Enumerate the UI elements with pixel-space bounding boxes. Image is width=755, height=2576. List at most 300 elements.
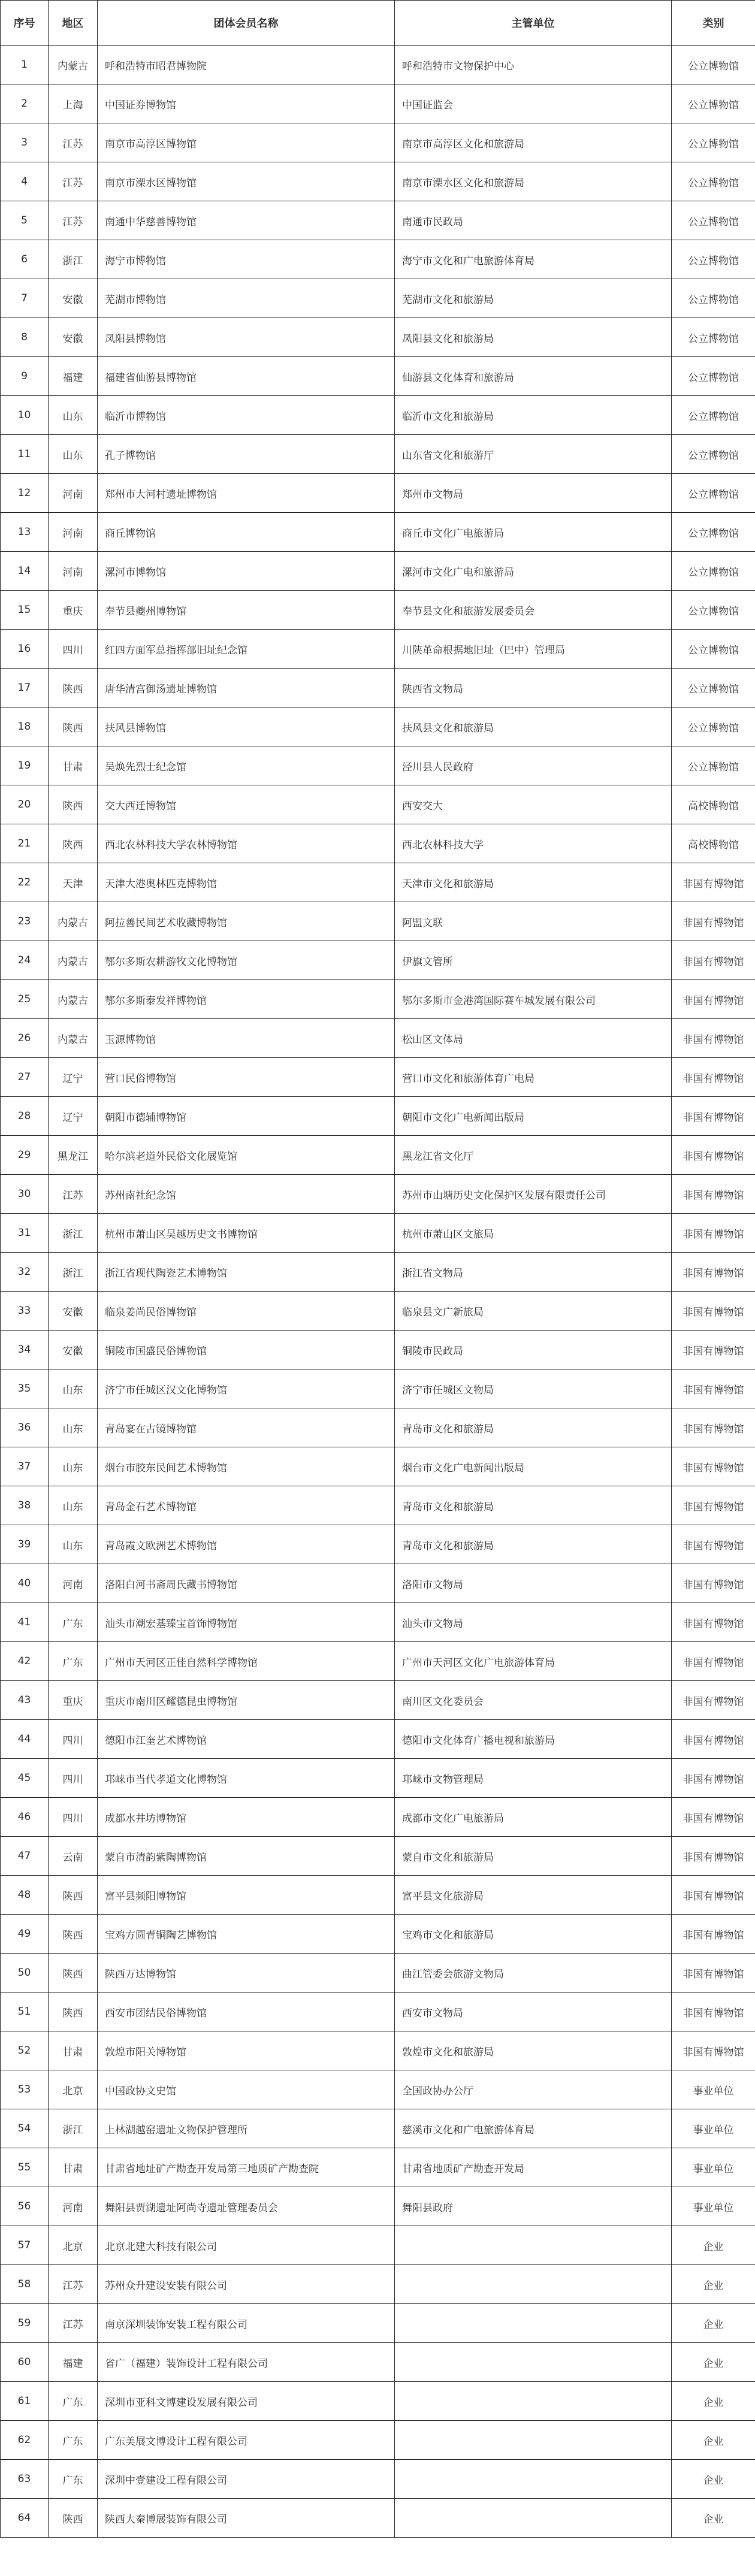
table-row [1, 162, 755, 201]
cell-category: 非国有博物馆 [672, 1486, 755, 1525]
cell-supervising-unit: 山东省文化和旅游厅 [395, 435, 672, 474]
table-row [1, 669, 755, 708]
cell-category: 非国有博物馆 [672, 1642, 755, 1681]
cell-region: 河南 [49, 513, 98, 552]
cell-number: 59 [1, 2304, 49, 2343]
cell-category: 非国有博物馆 [672, 1136, 755, 1175]
cell-number: 43 [1, 1681, 49, 1720]
cell-region: 陕西 [49, 2499, 98, 2538]
cell-category: 企业 [672, 2460, 755, 2499]
cell-category: 企业 [672, 2343, 755, 2382]
cell-number: 44 [1, 1720, 49, 1759]
table-row [1, 1331, 755, 1369]
cell-member-name: 吴焕先烈士纪念馆 [98, 746, 395, 785]
table-row [1, 2187, 755, 2226]
cell-number: 46 [1, 1798, 49, 1837]
cell-member-name: 南京市溧水区博物馆 [98, 162, 395, 201]
header-member-name: 团体会员名称 [98, 1, 395, 46]
cell-supervising-unit: 浙江省文物局 [395, 1253, 672, 1292]
cell-number: 25 [1, 980, 49, 1019]
cell-category: 非国有博物馆 [672, 1993, 755, 2031]
cell-member-name: 蒙自市清韵紫陶博物馆 [98, 1837, 395, 1876]
table-row [1, 2421, 755, 2460]
cell-member-name: 呼和浩特市昭君博物院 [98, 46, 395, 84]
table-row [1, 2382, 755, 2421]
cell-region: 辽宁 [49, 1058, 98, 1097]
cell-category: 高校博物馆 [672, 785, 755, 824]
cell-category: 事业单位 [672, 2187, 755, 2226]
cell-member-name: 中国政协文史馆 [98, 2070, 395, 2109]
cell-category: 企业 [672, 2265, 755, 2304]
table-row [1, 1525, 755, 1564]
cell-category: 非国有博物馆 [672, 1253, 755, 1292]
cell-member-name: 西北农林科技大学农林博物馆 [98, 824, 395, 863]
table-row [1, 1642, 755, 1681]
cell-supervising-unit: 郑州市文物局 [395, 474, 672, 513]
cell-category: 企业 [672, 2499, 755, 2538]
cell-category: 非国有博物馆 [672, 1720, 755, 1759]
cell-member-name: 广东美展文博设计工程有限公司 [98, 2421, 395, 2460]
table-row [1, 1993, 755, 2031]
cell-category: 非国有博物馆 [672, 2031, 755, 2070]
cell-supervising-unit: 洛阳市文物局 [395, 1564, 672, 1603]
cell-member-name: 重庆市南川区耀德昆虫博物馆 [98, 1681, 395, 1720]
table-row [1, 941, 755, 980]
table-row [1, 1564, 755, 1603]
cell-number: 6 [1, 240, 49, 279]
cell-region: 陕西 [49, 708, 98, 746]
cell-supervising-unit [395, 2499, 672, 2538]
cell-region: 安徽 [49, 318, 98, 357]
cell-supervising-unit: 烟台市文化广电新闻出版局 [395, 1447, 672, 1486]
table-body [1, 46, 755, 2538]
cell-member-name: 临沂市博物馆 [98, 396, 395, 435]
cell-member-name: 邛崃市当代孝道文化博物馆 [98, 1759, 395, 1798]
cell-number: 4 [1, 162, 49, 201]
cell-region: 山东 [49, 1447, 98, 1486]
cell-category: 非国有博物馆 [672, 1603, 755, 1642]
cell-member-name: 苏州众升建设安装有限公司 [98, 2265, 395, 2304]
cell-supervising-unit: 邛崃市文物管理局 [395, 1759, 672, 1798]
cell-category: 非国有博物馆 [672, 1058, 755, 1097]
cell-supervising-unit: 松山区文体局 [395, 1019, 672, 1058]
cell-category: 非国有博物馆 [672, 1369, 755, 1408]
cell-member-name: 宝鸡方圆青铜陶艺博物馆 [98, 1915, 395, 1954]
table-row [1, 1759, 755, 1798]
cell-number: 50 [1, 1954, 49, 1993]
cell-category: 公立博物馆 [672, 669, 755, 708]
table-row [1, 84, 755, 123]
cell-supervising-unit: 甘肃省地质矿产勘查开发局 [395, 2148, 672, 2187]
cell-member-name: 扶风县博物馆 [98, 708, 395, 746]
cell-supervising-unit [395, 2460, 672, 2499]
cell-supervising-unit [395, 2304, 672, 2343]
cell-region: 广东 [49, 2421, 98, 2460]
cell-region: 陕西 [49, 1915, 98, 1954]
table-row [1, 240, 755, 279]
cell-number: 11 [1, 435, 49, 474]
cell-category: 企业 [672, 2226, 755, 2265]
table-row [1, 1486, 755, 1525]
cell-category: 公立博物馆 [672, 396, 755, 435]
table-row [1, 2226, 755, 2265]
cell-number: 19 [1, 746, 49, 785]
cell-region: 浙江 [49, 240, 98, 279]
cell-number: 7 [1, 279, 49, 318]
cell-member-name: 铜陵市国盛民俗博物馆 [98, 1331, 395, 1369]
cell-number: 33 [1, 1292, 49, 1331]
cell-supervising-unit: 杭州市萧山区文旅局 [395, 1214, 672, 1253]
cell-number: 2 [1, 84, 49, 123]
table-row [1, 2343, 755, 2382]
cell-region: 山东 [49, 1525, 98, 1564]
cell-member-name: 朝阳市德辅博物馆 [98, 1097, 395, 1136]
table-row [1, 1603, 755, 1642]
cell-region: 云南 [49, 1837, 98, 1876]
header-number: 序号 [1, 1, 49, 46]
cell-member-name: 郑州市大河村遗址博物馆 [98, 474, 395, 513]
table-row [1, 824, 755, 863]
cell-number: 53 [1, 2070, 49, 2109]
cell-region: 福建 [49, 357, 98, 396]
cell-supervising-unit: 西北农林科技大学 [395, 824, 672, 863]
cell-category: 非国有博物馆 [672, 980, 755, 1019]
cell-member-name: 奉节县夔州博物馆 [98, 591, 395, 630]
cell-supervising-unit: 南川区文化委员会 [395, 1681, 672, 1720]
cell-supervising-unit: 青岛市文化和旅游局 [395, 1486, 672, 1525]
table-row [1, 2109, 755, 2148]
cell-number: 54 [1, 2109, 49, 2148]
table-row [1, 1253, 755, 1292]
cell-region: 辽宁 [49, 1097, 98, 1136]
cell-member-name: 临泉姜尚民俗博物馆 [98, 1292, 395, 1331]
cell-supervising-unit: 全国政协办公厅 [395, 2070, 672, 2109]
cell-member-name: 浙江省现代陶瓷艺术博物馆 [98, 1253, 395, 1292]
table-row [1, 1292, 755, 1331]
cell-member-name: 海宁市博物馆 [98, 240, 395, 279]
cell-supervising-unit: 青岛市文化和旅游局 [395, 1525, 672, 1564]
table-row [1, 279, 755, 318]
table-row [1, 474, 755, 513]
cell-member-name: 舞阳县贾湖遗址阿尚寺遗址管理委员会 [98, 2187, 395, 2226]
cell-number: 22 [1, 863, 49, 902]
table-row [1, 2070, 755, 2109]
cell-region: 江苏 [49, 1175, 98, 1214]
cell-region: 浙江 [49, 1214, 98, 1253]
cell-supervising-unit: 临泉县文广新旅局 [395, 1292, 672, 1331]
cell-member-name: 烟台市胶东民间艺术博物馆 [98, 1447, 395, 1486]
cell-member-name: 广州市天河区正佳自然科学博物馆 [98, 1642, 395, 1681]
cell-supervising-unit: 奉节县文化和旅游发展委员会 [395, 591, 672, 630]
cell-region: 陕西 [49, 1993, 98, 2031]
cell-number: 3 [1, 123, 49, 162]
cell-category: 非国有博物馆 [672, 902, 755, 941]
cell-member-name: 南京深圳装饰安装工程有限公司 [98, 2304, 395, 2343]
cell-supervising-unit: 朝阳市文化广电新闻出版局 [395, 1097, 672, 1136]
cell-supervising-unit: 敦煌市文化和旅游局 [395, 2031, 672, 2070]
header-row [1, 1, 755, 46]
cell-member-name: 南通中华慈善博物馆 [98, 201, 395, 240]
cell-number: 41 [1, 1603, 49, 1642]
cell-region: 陕西 [49, 824, 98, 863]
cell-supervising-unit: 南京市高淳区文化和旅游局 [395, 123, 672, 162]
cell-supervising-unit: 鄂尔多斯市金港湾国际赛车城发展有限公司 [395, 980, 672, 1019]
cell-member-name: 深圳中壹建设工程有限公司 [98, 2460, 395, 2499]
table-row [1, 746, 755, 785]
cell-supervising-unit: 苏州市山塘历史文化保护区发展有限责任公司 [395, 1175, 672, 1214]
cell-category: 非国有博物馆 [672, 1019, 755, 1058]
cell-region: 浙江 [49, 1253, 98, 1292]
cell-member-name: 杭州市萧山区吴越历史文书博物馆 [98, 1214, 395, 1253]
cell-member-name: 唐华清宫御汤遗址博物馆 [98, 669, 395, 708]
cell-region: 陕西 [49, 1876, 98, 1915]
cell-number: 12 [1, 474, 49, 513]
table-row [1, 1837, 755, 1876]
cell-number: 37 [1, 1447, 49, 1486]
table-row [1, 1408, 755, 1447]
cell-region: 陕西 [49, 669, 98, 708]
cell-category: 非国有博物馆 [672, 1331, 755, 1369]
cell-region: 河南 [49, 474, 98, 513]
table-row [1, 591, 755, 630]
cell-region: 江苏 [49, 162, 98, 201]
cell-number: 52 [1, 2031, 49, 2070]
cell-supervising-unit: 蒙自市文化和旅游局 [395, 1837, 672, 1876]
cell-member-name: 哈尔滨老道外民俗文化展览馆 [98, 1136, 395, 1175]
cell-supervising-unit: 商丘市文化广电旅游局 [395, 513, 672, 552]
cell-category: 非国有博物馆 [672, 1759, 755, 1798]
table-row [1, 1681, 755, 1720]
cell-region: 河南 [49, 2187, 98, 2226]
cell-category: 公立博物馆 [672, 240, 755, 279]
table-row [1, 863, 755, 902]
cell-supervising-unit: 扶风县文化和旅游局 [395, 708, 672, 746]
cell-category: 公立博物馆 [672, 46, 755, 84]
cell-supervising-unit: 临沂市文化和旅游局 [395, 396, 672, 435]
cell-region: 浙江 [49, 2109, 98, 2148]
cell-supervising-unit [395, 2421, 672, 2460]
cell-supervising-unit: 阿盟文联 [395, 902, 672, 941]
cell-supervising-unit: 济宁市任城区文物局 [395, 1369, 672, 1408]
cell-member-name: 玉源博物馆 [98, 1019, 395, 1058]
cell-region: 山东 [49, 396, 98, 435]
cell-number: 36 [1, 1408, 49, 1447]
table-row [1, 2499, 755, 2538]
cell-member-name: 交大西迁博物馆 [98, 785, 395, 824]
cell-number: 26 [1, 1019, 49, 1058]
cell-member-name: 济宁市任城区汉文化博物馆 [98, 1369, 395, 1408]
cell-number: 18 [1, 708, 49, 746]
cell-category: 非国有博物馆 [672, 1564, 755, 1603]
cell-number: 16 [1, 630, 49, 669]
cell-number: 21 [1, 824, 49, 863]
cell-category: 非国有博物馆 [672, 1681, 755, 1720]
table-row [1, 513, 755, 552]
cell-region: 上海 [49, 84, 98, 123]
cell-supervising-unit: 西安交大 [395, 785, 672, 824]
table-row [1, 1214, 755, 1253]
cell-number: 39 [1, 1525, 49, 1564]
cell-number: 55 [1, 2148, 49, 2187]
table-row [1, 2460, 755, 2499]
cell-member-name: 青岛霞文欧洲艺术博物馆 [98, 1525, 395, 1564]
cell-region: 广东 [49, 2382, 98, 2421]
cell-member-name: 西安市团结民俗博物馆 [98, 1993, 395, 2031]
cell-supervising-unit [395, 2265, 672, 2304]
cell-category: 公立博物馆 [672, 435, 755, 474]
cell-region: 甘肃 [49, 746, 98, 785]
cell-number: 48 [1, 1876, 49, 1915]
cell-supervising-unit: 呼和浩特市文物保护中心 [395, 46, 672, 84]
cell-number: 24 [1, 941, 49, 980]
cell-number: 49 [1, 1915, 49, 1954]
cell-supervising-unit: 仙游县文化体育和旅游局 [395, 357, 672, 396]
table-row [1, 630, 755, 669]
cell-number: 15 [1, 591, 49, 630]
cell-category: 非国有博物馆 [672, 1915, 755, 1954]
cell-supervising-unit: 宝鸡市文化和旅游局 [395, 1915, 672, 1954]
cell-supervising-unit: 汕头市文物局 [395, 1603, 672, 1642]
cell-region: 内蒙古 [49, 46, 98, 84]
cell-member-name: 洛阳白河书斋周氏藏书博物馆 [98, 1564, 395, 1603]
cell-member-name: 敦煌市阳关博物馆 [98, 2031, 395, 2070]
table-row [1, 396, 755, 435]
table-row [1, 357, 755, 396]
cell-category: 非国有博物馆 [672, 1214, 755, 1253]
cell-supervising-unit: 德阳市文化体育广播电视和旅游局 [395, 1720, 672, 1759]
cell-supervising-unit: 中国证监会 [395, 84, 672, 123]
cell-category: 公立博物馆 [672, 513, 755, 552]
cell-member-name: 商丘博物馆 [98, 513, 395, 552]
cell-number: 45 [1, 1759, 49, 1798]
cell-region: 安徽 [49, 279, 98, 318]
cell-supervising-unit: 川陕革命根据地旧址（巴中）管理局 [395, 630, 672, 669]
cell-member-name: 芜湖市博物馆 [98, 279, 395, 318]
cell-supervising-unit: 泾川县人民政府 [395, 746, 672, 785]
cell-region: 黑龙江 [49, 1136, 98, 1175]
table-row [1, 1447, 755, 1486]
cell-member-name: 福建省仙游县博物馆 [98, 357, 395, 396]
cell-region: 山东 [49, 1486, 98, 1525]
cell-number: 9 [1, 357, 49, 396]
cell-member-name: 孔子博物馆 [98, 435, 395, 474]
cell-number: 32 [1, 1253, 49, 1292]
cell-number: 34 [1, 1331, 49, 1369]
header-category: 类别 [672, 1, 755, 46]
cell-region: 内蒙古 [49, 941, 98, 980]
cell-number: 61 [1, 2382, 49, 2421]
cell-category: 公立博物馆 [672, 162, 755, 201]
cell-category: 公立博物馆 [672, 746, 755, 785]
cell-region: 广东 [49, 1642, 98, 1681]
cell-category: 非国有博物馆 [672, 1292, 755, 1331]
cell-category: 非国有博物馆 [672, 941, 755, 980]
cell-number: 38 [1, 1486, 49, 1525]
cell-region: 福建 [49, 2343, 98, 2382]
cell-member-name: 成都水井坊博物馆 [98, 1798, 395, 1837]
cell-supervising-unit: 广州市天河区文化广电旅游体育局 [395, 1642, 672, 1681]
cell-category: 非国有博物馆 [672, 1837, 755, 1876]
cell-number: 28 [1, 1097, 49, 1136]
cell-number: 57 [1, 2226, 49, 2265]
cell-member-name: 深圳市亚科文博建设发展有限公司 [98, 2382, 395, 2421]
cell-member-name: 北京北建大科技有限公司 [98, 2226, 395, 2265]
table-row [1, 435, 755, 474]
cell-region: 广东 [49, 2460, 98, 2499]
cell-region: 江苏 [49, 2265, 98, 2304]
cell-number: 27 [1, 1058, 49, 1097]
cell-member-name: 鄂尔多斯农耕游牧文化博物馆 [98, 941, 395, 980]
cell-number: 1 [1, 46, 49, 84]
cell-number: 35 [1, 1369, 49, 1408]
table-row [1, 1097, 755, 1136]
cell-number: 60 [1, 2343, 49, 2382]
cell-region: 甘肃 [49, 2031, 98, 2070]
cell-region: 重庆 [49, 1681, 98, 1720]
table-row [1, 1058, 755, 1097]
cell-category: 公立博物馆 [672, 84, 755, 123]
table-row [1, 1175, 755, 1214]
cell-category: 非国有博物馆 [672, 1447, 755, 1486]
cell-region: 安徽 [49, 1292, 98, 1331]
cell-category: 公立博物馆 [672, 708, 755, 746]
cell-category: 高校博物馆 [672, 824, 755, 863]
table-row [1, 902, 755, 941]
cell-number: 20 [1, 785, 49, 824]
table-row [1, 1954, 755, 1993]
cell-member-name: 天津大港奥林匹克博物馆 [98, 863, 395, 902]
cell-region: 四川 [49, 630, 98, 669]
cell-region: 河南 [49, 1564, 98, 1603]
cell-number: 62 [1, 2421, 49, 2460]
cell-region: 北京 [49, 2070, 98, 2109]
cell-category: 事业单位 [672, 2109, 755, 2148]
cell-category: 公立博物馆 [672, 123, 755, 162]
header-supervising-unit: 主管单位 [395, 1, 672, 46]
cell-member-name: 甘肃省地址矿产勘查开发局第三地质矿产勘查院 [98, 2148, 395, 2187]
cell-category: 非国有博物馆 [672, 1954, 755, 1993]
cell-member-name: 德阳市江奎艺术博物馆 [98, 1720, 395, 1759]
cell-member-name: 汕头市潮宏基臻宝首饰博物馆 [98, 1603, 395, 1642]
table-row [1, 318, 755, 357]
table-row [1, 1369, 755, 1408]
cell-supervising-unit [395, 2382, 672, 2421]
cell-region: 广东 [49, 1603, 98, 1642]
table-row [1, 1798, 755, 1837]
table-row [1, 1019, 755, 1058]
cell-supervising-unit: 营口市文化和旅游体育广电局 [395, 1058, 672, 1097]
table-row [1, 708, 755, 746]
cell-number: 47 [1, 1837, 49, 1876]
cell-member-name: 中国证券博物馆 [98, 84, 395, 123]
cell-category: 企业 [672, 2382, 755, 2421]
cell-category: 企业 [672, 2421, 755, 2460]
cell-member-name: 红四方面军总指挥部旧址纪念馆 [98, 630, 395, 669]
cell-supervising-unit: 铜陵市民政局 [395, 1331, 672, 1369]
cell-number: 42 [1, 1642, 49, 1681]
cell-number: 14 [1, 552, 49, 591]
cell-member-name: 省广（福建）装饰设计工程有限公司 [98, 2343, 395, 2382]
cell-category: 公立博物馆 [672, 591, 755, 630]
cell-member-name: 富平县频阳博物馆 [98, 1876, 395, 1915]
cell-region: 山东 [49, 1408, 98, 1447]
cell-supervising-unit: 黑龙江省文化厅 [395, 1136, 672, 1175]
cell-member-name: 上林湖越窑遗址文物保护管理所 [98, 2109, 395, 2148]
cell-member-name: 营口民俗博物馆 [98, 1058, 395, 1097]
cell-category: 公立博物馆 [672, 201, 755, 240]
header-region: 地区 [49, 1, 98, 46]
cell-region: 山东 [49, 435, 98, 474]
